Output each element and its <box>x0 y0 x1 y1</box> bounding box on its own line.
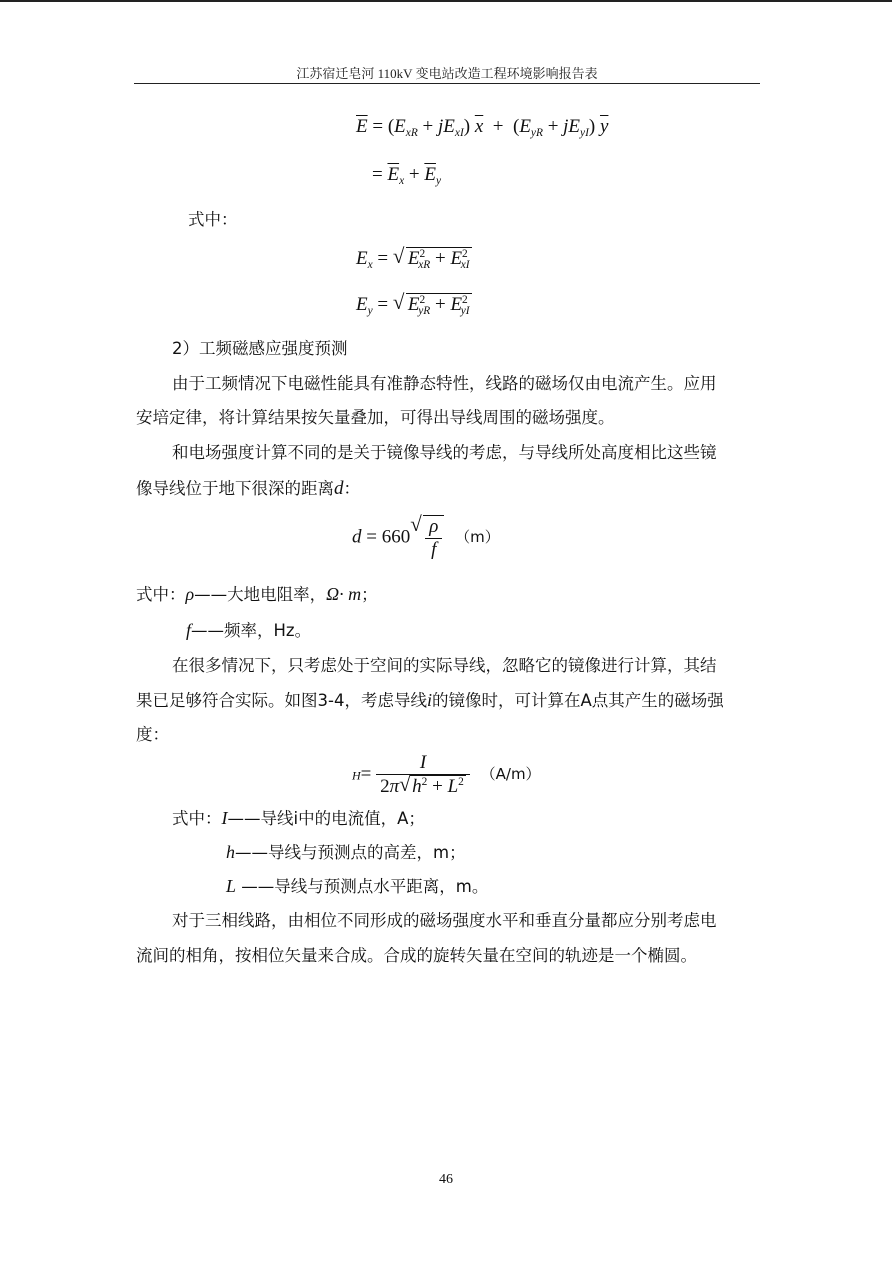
symbol-f: f <box>186 620 192 640</box>
f-definition <box>186 618 311 643</box>
I-definition <box>172 806 425 831</box>
L-definition <box>226 874 488 899</box>
page-number: 46 <box>439 1172 453 1187</box>
paragraph-line: 流间的相角，按相位矢量来合成。合成的旋转矢量在空间的轨迹是一个椭圆。 <box>136 946 697 965</box>
d-coefficient: 660 <box>381 526 411 548</box>
equation-e-sum: = $\overline{E}_x + \overline{E}_y$ <box>372 164 442 187</box>
rho-definition <box>136 582 378 607</box>
variable-i: i <box>426 690 432 710</box>
text-segment: ； <box>361 585 378 604</box>
text-segment: 像导线位于地下很深的距离 <box>136 479 334 498</box>
text-segment: ： <box>343 479 360 498</box>
paragraph-line <box>136 688 724 713</box>
variable-d: d <box>334 478 344 499</box>
paragraph-line: 对于三相线路，由相位不同形成的磁场强度水平和垂直分量都应分别考虑电 <box>172 911 717 930</box>
text-segment: 的镜像时，可计算在A点其产生的磁场强 <box>431 691 724 710</box>
paragraph-line: 安培定律，将计算结果按矢量叠加，可得出导线周围的磁场强度。 <box>136 408 615 427</box>
unit-ohm-m: Ω· m <box>326 584 362 604</box>
paragraph-line: 和电场强度计算不同的是关于镜像导线的考虑，与导线所处高度相比这些镜 <box>172 443 717 462</box>
h-unit: （A/m） <box>480 765 541 784</box>
symbol-L: L <box>226 876 237 896</box>
text-segment: ——导线i中的电流值，A； <box>227 809 425 828</box>
page-header: 江苏宿迁皂河 110kV 变电站改造工程环境影响报告表 <box>296 66 598 81</box>
text-segment: 式中： <box>136 585 186 604</box>
header-rule <box>134 83 760 84</box>
equation-h: H= $\frac{I}{2\pi √ h^2 + L^2}$ （A/m） <box>352 752 541 798</box>
text-segment: ——频率，Hz。 <box>191 621 312 640</box>
text-segment: ——大地电阻率， <box>194 585 327 604</box>
paragraph-line: 由于工频情况下电磁性能具有准静态特性，线路的磁场仅由电流产生。应用 <box>172 374 717 393</box>
symbol-h: h <box>226 842 235 862</box>
paragraph-line: 在很多情况下，只考虑处于空间的实际导线，忽略它的镜像进行计算，其结 <box>172 656 717 675</box>
shizhong-label: 式中： <box>188 210 238 229</box>
text-segment: ——导线与预测点水平距离，m。 <box>236 877 489 896</box>
text-segment: ——导线与预测点的高差，m； <box>235 843 466 862</box>
equation-d: d = 660 √ $\frac{\rho}{f}$ （m） <box>352 515 500 561</box>
equation-ey: $E_y$ = √ $E^2_{yR} + E^2_{yI}$ <box>356 293 472 317</box>
d-unit: （m） <box>455 528 500 547</box>
paragraph-line: 度： <box>136 725 169 744</box>
text-segment: 式中： <box>172 809 222 828</box>
symbol-rho: ρ <box>185 584 195 604</box>
section-heading: 2）工频磁感应强度预测 <box>172 339 348 358</box>
h-definition <box>226 840 466 865</box>
text-segment: 果已足够符合实际。如图3-4，考虑导线 <box>136 691 427 710</box>
top-border-line <box>0 0 892 2</box>
equation-ex: $E_x$ = √ $E^2_{xR} + E^2_{xI}$ <box>356 247 472 271</box>
equation-e-vector: $\overline{E} = (E_{xR} + jE_{xI}) \overline{x} + (E_{yR} + jE_{yI})$ $\overline{y}$ <box>356 116 609 139</box>
paragraph-line <box>136 477 360 501</box>
symbol-I: I <box>221 808 228 828</box>
